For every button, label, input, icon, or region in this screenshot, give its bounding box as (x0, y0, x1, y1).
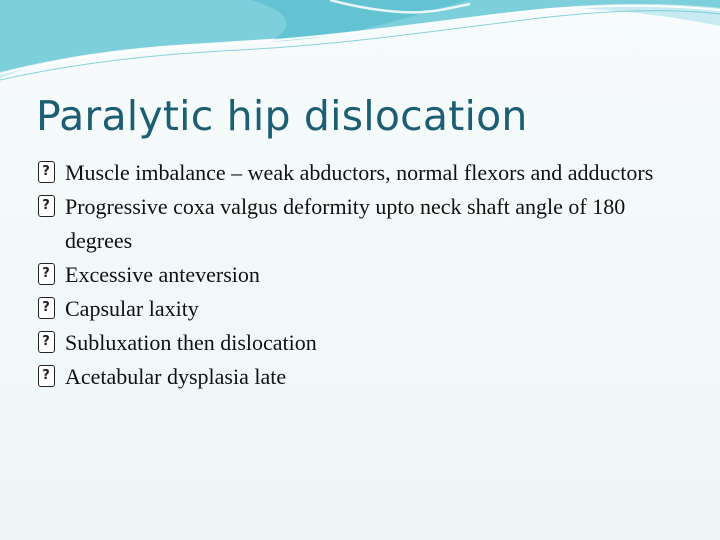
bullet-text: Acetabular dysplasia late (65, 364, 287, 389)
missing-glyph-bullet-icon: ? (38, 331, 55, 353)
missing-glyph-bullet-icon: ? (38, 161, 55, 183)
bullet-list (38, 156, 678, 394)
bullet-text: Capsular laxity (65, 296, 199, 321)
bullet-item-subluxation (38, 326, 678, 360)
bullet-text: Muscle imbalance – weak abductors, normal flexors and adductors (65, 160, 654, 185)
bullet-item-coxa-valgus (38, 190, 678, 258)
missing-glyph-bullet-icon: ? (38, 365, 55, 387)
bullet-item-muscle-imbalance (38, 156, 678, 190)
bullet-text: Progressive coxa valgus deformity upto neck shaft angle of 180 degrees (65, 194, 626, 253)
bullet-text: Subluxation then dislocation (65, 330, 317, 355)
bullet-item-anteversion (38, 258, 678, 292)
bullet-text: Excessive anteversion (65, 262, 260, 287)
missing-glyph-bullet-icon: ? (38, 297, 55, 319)
missing-glyph-bullet-icon: ? (38, 195, 55, 217)
missing-glyph-bullet-icon: ? (38, 263, 55, 285)
header-wave-decoration (0, 0, 720, 90)
bullet-item-capsular-laxity (38, 292, 678, 326)
slide-title: Paralytic hip dislocation (36, 92, 528, 140)
bullet-item-acetabular-dysplasia (38, 360, 678, 394)
